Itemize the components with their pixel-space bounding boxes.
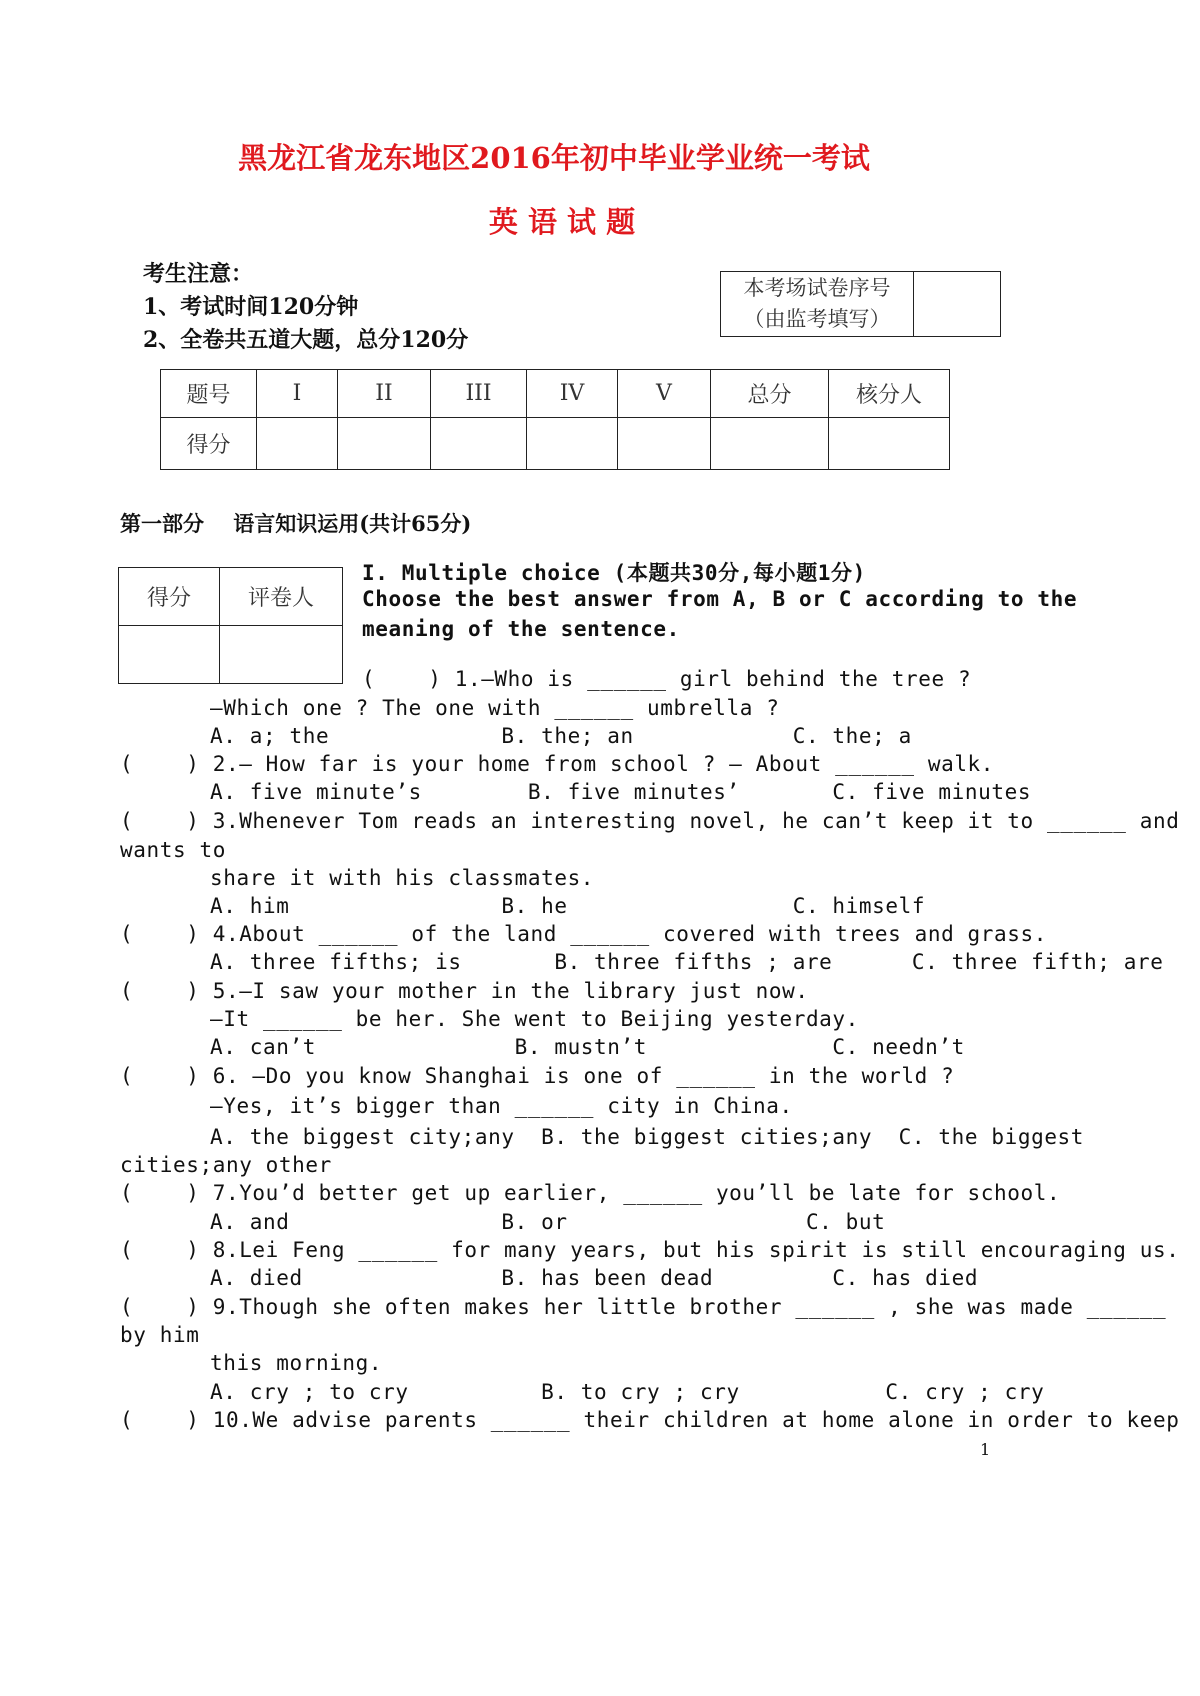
option-line: A. cry ; to cry B. to cry ; cry C. cry ; cry <box>210 1380 1045 1404</box>
grader-table <box>118 567 343 684</box>
notice-item-total: 2、全卷共五道大题，总分120分 <box>143 327 469 353</box>
question-line: ( ) 5.—I saw your mother in the library just now. <box>120 979 809 1003</box>
question-line: —It ______ be her. She went to Beijing yesterday. <box>210 1007 859 1031</box>
question-line: ( ) 10.We advise parents ______ their children at home alone in order to keep <box>120 1408 1180 1432</box>
score-header-cell: 题号 <box>161 370 257 418</box>
question-line: share it with his classmates. <box>210 866 595 890</box>
score-cell[interactable] <box>431 418 527 470</box>
grader-score-cell[interactable] <box>119 626 220 684</box>
grader-name-label: 评卷人 <box>220 568 343 626</box>
grader-score-label: 得分 <box>119 568 220 626</box>
score-header-cell: 总分 <box>711 370 829 418</box>
serial-note: （由监考填写） <box>743 307 891 331</box>
score-header-cell: IV <box>527 370 618 418</box>
serial-number-box <box>720 271 1001 337</box>
grader-name-cell[interactable] <box>220 626 343 684</box>
option-line: A. five minute’s B. five minutes’ C. five minutes <box>210 780 1032 804</box>
score-cell[interactable] <box>618 418 711 470</box>
option-line: A. three fifths; is B. three fifths ; are C. three fifth; are <box>210 950 1164 974</box>
notice-item-time: 1、考试时间120分钟 <box>143 294 359 320</box>
notice-heading: 考生注意： <box>143 261 254 287</box>
exam-title: 黑龙江省龙东地区2016年初中毕业学业统一考试 <box>238 141 870 175</box>
page-number: 1 <box>980 1440 991 1459</box>
score-cell[interactable] <box>527 418 618 470</box>
option-line: A. died B. has been dead C. has died <box>210 1266 979 1290</box>
option-line: A. a; the B. the; an C. the; a <box>210 724 912 748</box>
score-header-cell: III <box>431 370 527 418</box>
score-header-cell: II <box>338 370 431 418</box>
section-instruction: meaning of the sentence. <box>362 617 680 641</box>
option-line: A. him B. he C. himself <box>210 894 926 918</box>
serial-label: 本考场试卷序号 <box>743 276 891 300</box>
question-line: ( ) 7.You’d better get up earlier, ______ you’ll be late for school. <box>120 1181 1061 1205</box>
question-line: ( ) 8.Lei Feng ______ for many years, but his spirit is still encouraging us. <box>120 1238 1180 1262</box>
question-line: ( ) 4.About ______ of the land ______ covered with trees and grass. <box>120 922 1048 946</box>
question-line: —Which one ? The one with ______ umbrella ? <box>210 696 780 720</box>
score-cell[interactable] <box>711 418 829 470</box>
score-cell[interactable] <box>829 418 950 470</box>
score-header-cell: 核分人 <box>829 370 950 418</box>
option-line: A. the biggest city;any B. the biggest cities;any C. the biggest <box>210 1125 1085 1149</box>
question-line: by him <box>120 1323 200 1347</box>
score-cell[interactable] <box>338 418 431 470</box>
part-title: 第一部分 语言知识运用(共计65分) <box>120 511 472 536</box>
question-line: ( ) 3.Whenever Tom reads an interesting novel, he can’t keep it to ______ and <box>120 809 1180 833</box>
question-line: wants to <box>120 838 226 862</box>
option-line: A. can’t B. mustn’t C. needn’t <box>210 1035 965 1059</box>
question-line: ( ) 2.— How far is your home from school ? — About ______ walk. <box>120 752 995 776</box>
score-header-cell: V <box>618 370 711 418</box>
score-cell[interactable] <box>257 418 338 470</box>
question-line: ( ) 9.Though she often makes her little brother ______ , she was made ______ <box>120 1295 1167 1319</box>
exam-subtitle: 英 语 试 题 <box>488 205 636 239</box>
question-line: this morning. <box>210 1351 383 1375</box>
score-header-cell: I <box>257 370 338 418</box>
option-line: A. and B. or C. but <box>210 1210 886 1234</box>
score-table <box>160 369 950 470</box>
question-line: ( ) 1.—Who is ______ girl behind the tree ? <box>362 667 972 691</box>
serial-value-cell[interactable] <box>914 272 1001 337</box>
section-instruction: Choose the best answer from A, B or C according to the <box>362 587 1078 611</box>
question-line: ( ) 6. —Do you know Shanghai is one of ______ in the world ? <box>120 1064 955 1088</box>
option-line: cities;any other <box>120 1153 332 1177</box>
question-line: —Yes, it’s bigger than ______ city in China. <box>210 1094 793 1118</box>
section-title: I. Multiple choice (本题共30分,每小题1分) <box>362 561 866 585</box>
score-row-label: 得分 <box>161 418 257 470</box>
